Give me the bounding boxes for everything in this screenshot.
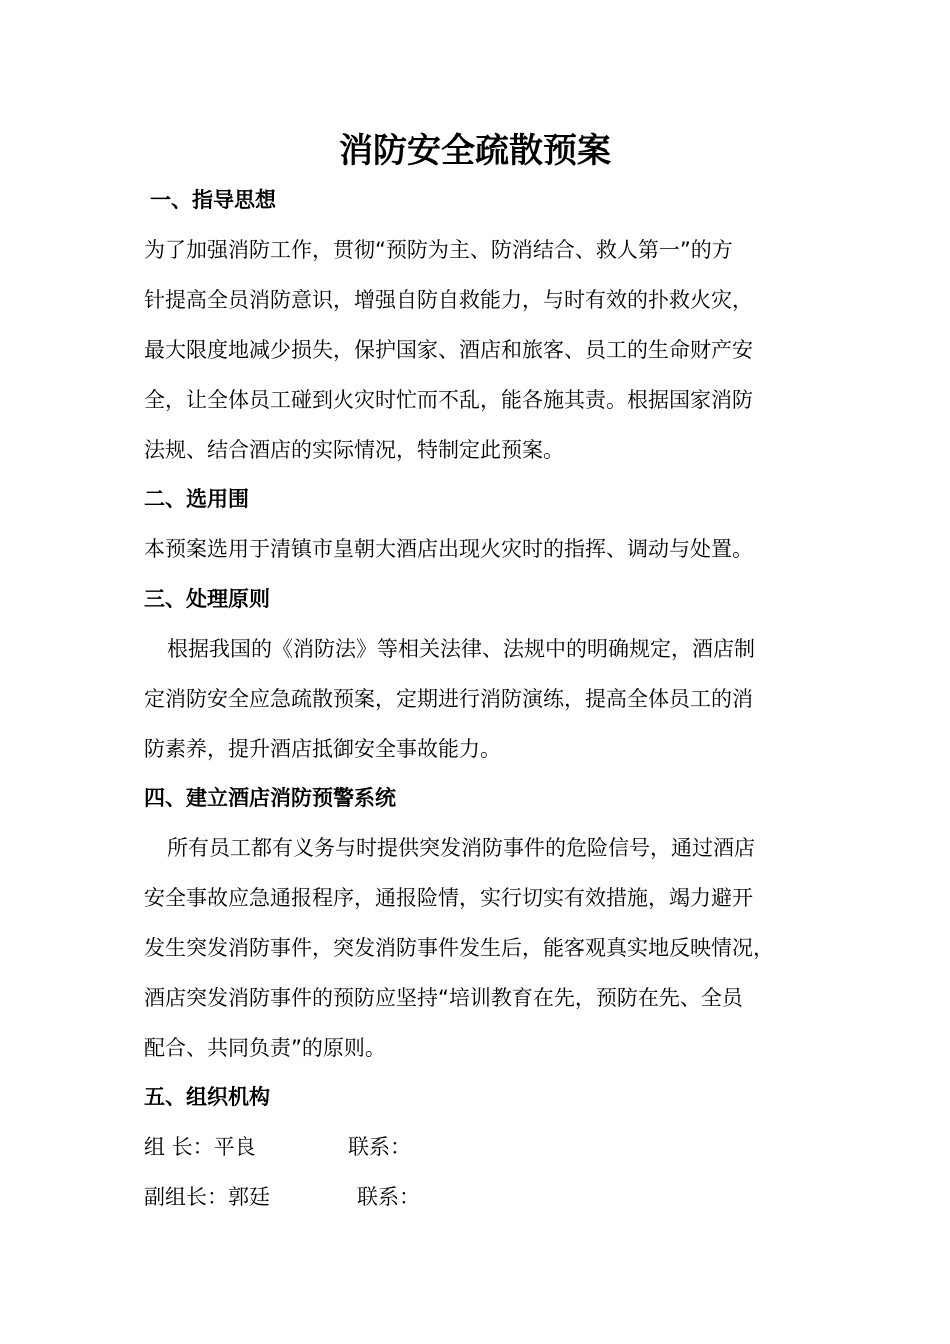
section-heading-guiding-ideology: 一、指导思想 — [150, 188, 276, 212]
paragraph-line: 发生突发消防事件，突发消防事件发生后，能客观真实地反映情况， — [144, 936, 774, 960]
paragraph-line: 本预案选用于清镇市皇朝大酒店出现火灾时的指挥、调动与处置。 — [144, 537, 753, 561]
member-role: 组 长： — [144, 1135, 214, 1159]
document-title: 消防安全疏散预案 — [339, 131, 611, 171]
member-name: 平良 — [213, 1135, 256, 1159]
section-body-principles — [144, 624, 824, 774]
paragraph-line: 所有员工都有义务与时提供突发消防事件的危险信号，通过酒店 — [167, 836, 755, 860]
paragraph-line: 最大限度地减少损失，保护国家、酒店和旅客、员工的生命财产安 — [144, 338, 753, 362]
paragraph-line: 安全事故应急通报程序，通报险情，实行切实有效措施，竭力避开 — [144, 886, 753, 910]
member-role: 副组长： — [144, 1185, 228, 1209]
member-row-deputy-leader — [144, 1182, 420, 1212]
paragraph-line: 酒店突发消防事件的预防应坚持“培训教育在先，预防在先、全员 — [144, 986, 743, 1010]
paragraph-line: 为了加强消防工作，贯彻“预防为主、防消结合、救人第一”的方 — [144, 238, 733, 262]
paragraph-line: 定消防安全应急疏散预案，定期进行消防演练，提高全体员工的消 — [144, 687, 753, 711]
paragraph-line: 全，让全体员工碰到火灾时忙而不乱，能各施其责。根据国家消防 — [144, 388, 753, 412]
paragraph-line: 配合、共同负责”的原则。 — [144, 1036, 386, 1060]
paragraph-line: 根据我国的《消防法》等相关法律、法规中的明确规定，酒店制 — [167, 637, 755, 661]
section-body-warning-system — [144, 823, 824, 1073]
section-heading-principles: 三、处理原则 — [144, 587, 270, 611]
section-heading-organization: 五、组织机构 — [144, 1085, 270, 1109]
member-name: 郭廷 — [228, 1185, 270, 1209]
paragraph-line: 针提高全员消防意识，增强自防自救能力，与时有效的扑救火灾， — [144, 288, 753, 312]
member-row-leader — [144, 1132, 411, 1162]
section-heading-warning-system: 四、建立酒店消防预警系统 — [144, 786, 396, 810]
paragraph-line: 法规、结合酒店的实际情况，特制定此预案。 — [144, 438, 564, 462]
section-heading-scope: 二、选用围 — [144, 487, 249, 511]
member-contact-label: 联系： — [348, 1135, 411, 1159]
paragraph-line: 防素养，提升酒店抵御安全事故能力。 — [144, 737, 501, 761]
section-body-guiding-ideology — [144, 225, 824, 475]
member-contact-label: 联系： — [357, 1185, 420, 1209]
section-body-scope — [144, 524, 824, 574]
